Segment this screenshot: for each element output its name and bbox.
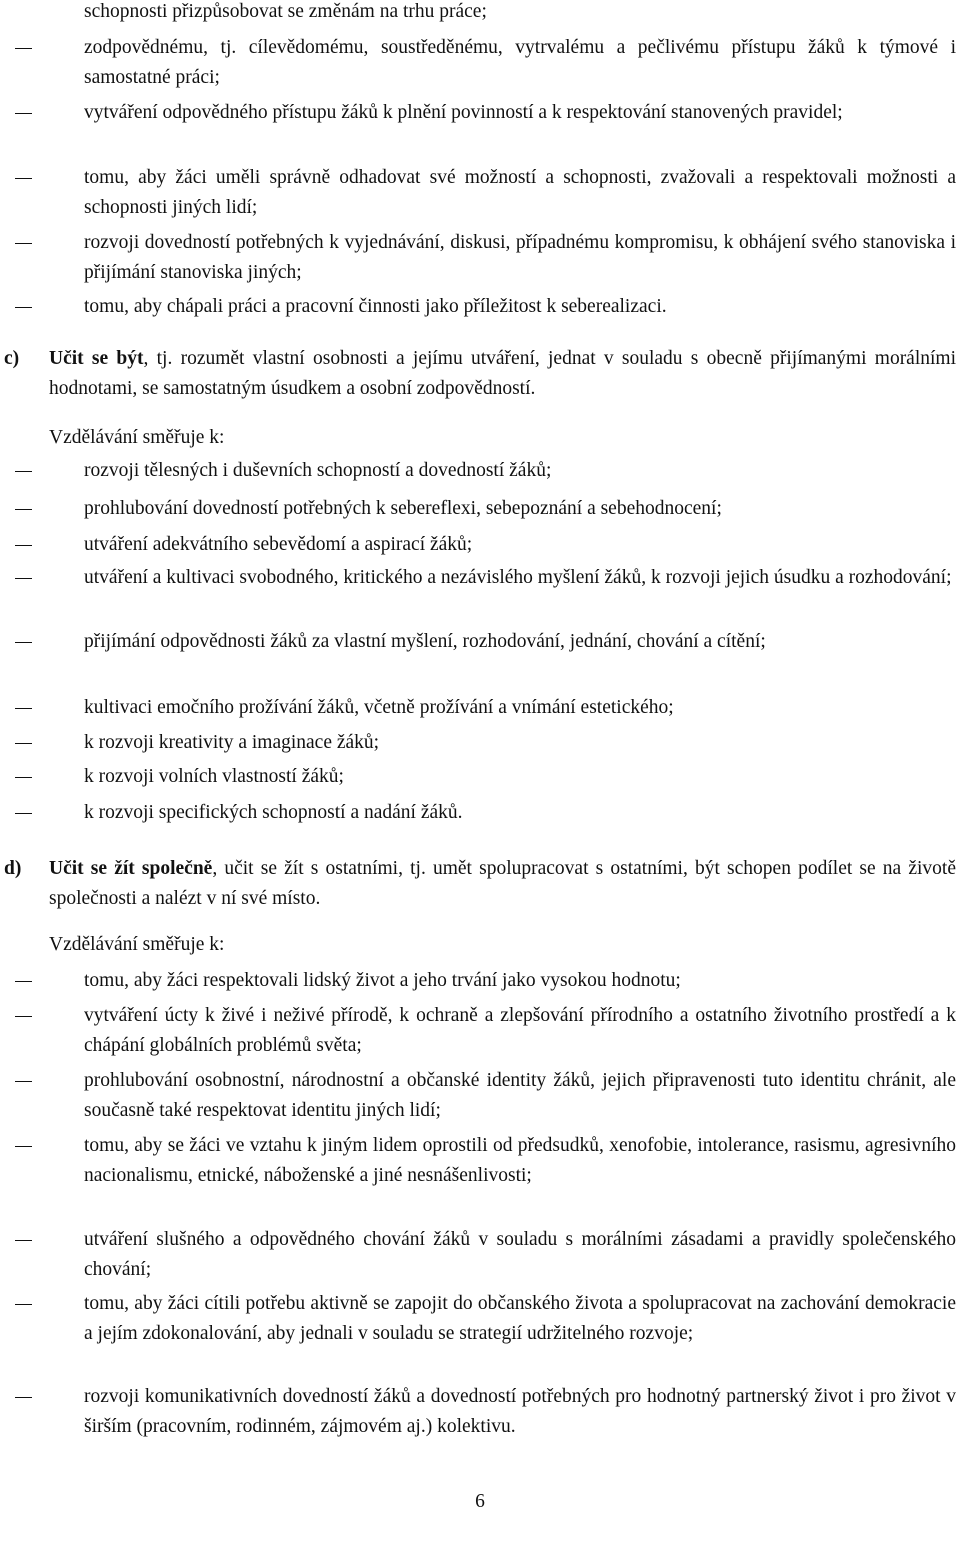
list-dash <box>15 113 32 114</box>
list-item: prohlubování dovedností potřebných k sebereflexi, sebepoznání a sebehodnocení; <box>84 498 722 519</box>
list-item: k rozvoji kreativity a imaginace žáků; <box>84 732 380 753</box>
section-title: Učit se žít společně <box>49 858 213 879</box>
list-item: vytváření odpovědného přístupu žáků k plnění povinností a k respektování stanovených pravidel; <box>84 102 843 123</box>
list-dash <box>15 578 32 579</box>
list-dash <box>15 708 32 709</box>
section-text: , tj. rozumět vlastní osobnosti a jejímu utváření, jednat v souladu s obecně přijímanými morálními hodnotami, se samostatným úsudkem a osobní zodpovědností. <box>49 348 957 399</box>
list-dash <box>15 509 32 510</box>
list-dash <box>15 1146 32 1147</box>
list-dash <box>15 642 32 643</box>
list-item: utváření a kultivaci svobodného, kritického a nezávislého myšlení žáků, k rozvoji jejich úsudku a rozhodování; <box>84 567 952 588</box>
list-item: prohlubování osobnostní, národnostní a občanské identity žáků, jejich připravenosti tuto identitu chránit, ale současně také respektovat identitu jiných lidí; <box>84 1070 956 1121</box>
continued-line: schopnosti přizpůsobovat se změnám na trhu práce; <box>84 1 487 22</box>
section-heading <box>49 344 956 404</box>
list-item: tomu, aby žáci uměli správně odhadovat své možností a schopnosti, zvažovali a respektovali možnosti a schopnosti jiných lidí; <box>84 167 956 218</box>
list-dash <box>15 743 32 744</box>
list-item: kultivaci emočního prožívání žáků, včetně prožívání a vnímání estetického; <box>84 697 674 718</box>
list-dash <box>15 1304 32 1305</box>
list-dash <box>15 1081 32 1082</box>
section-letter: d) <box>4 858 22 879</box>
list-dash <box>15 307 32 308</box>
list-item: utváření slušného a odpovědného chování žáků v souladu s morálními zásadami a pravidly společenského chování; <box>84 1229 956 1280</box>
list-dash <box>15 813 32 814</box>
section-intro: Vzdělávání směřuje k: <box>49 934 225 955</box>
list-item: k rozvoji specifických schopností a nadání žáků. <box>84 802 463 823</box>
list-item: tomu, aby žáci cítili potřebu aktivně se zapojit do občanského života a spolupracovat na zachování demokracie a jejím zdokonalování, aby jednali v souladu se strategií udržitelného rozvoje; <box>84 1293 956 1344</box>
list-dash <box>15 48 32 49</box>
section-text: , učit se žít s ostatními, tj. umět spolupracovat s ostatními, být schopen podílet se na životě společnosti a nalézt v ní své místo. <box>49 858 957 909</box>
section-letter: c) <box>4 348 20 369</box>
list-item: přijímání odpovědnosti žáků za vlastní myšlení, rozhodování, jednání, chování a cítění; <box>84 631 766 652</box>
list-item: rozvoji komunikativních dovedností žáků a dovedností potřebných pro hodnotný partnerský život i pro život v širším (pracovním, rodinném, zájmovém aj.) kolektivu. <box>84 1386 956 1437</box>
list-dash <box>15 1016 32 1017</box>
list-item: tomu, aby se žáci ve vztahu k jiným lidem oprostili od předsudků, xenofobie, intolerance, rasismu, agresivního nacionalismu, etnické, náboženské a jiné nesnášenlivosti; <box>84 1135 956 1186</box>
list-dash <box>15 471 32 472</box>
list-item: tomu, aby žáci respektovali lidský život a jeho trvání jako vysokou hodnotu; <box>84 970 681 991</box>
list-item: zodpovědnému, tj. cílevědomému, soustředěnému, vytrvalému a pečlivému přístupu žáků k týmové i samostatné práci; <box>84 37 956 88</box>
list-item: rozvoji dovedností potřebných k vyjednávání, diskusi, případnému kompromisu, k obhájení svého stanoviska i přijímání stanoviska jiných; <box>84 232 956 283</box>
list-dash <box>15 545 32 546</box>
list-item: utváření adekvátního sebevědomí a aspirací žáků; <box>84 534 473 555</box>
section-heading <box>49 854 956 914</box>
list-dash <box>15 981 32 982</box>
list-dash <box>15 777 32 778</box>
section-title: Učit se být <box>49 348 144 369</box>
list-dash <box>15 243 32 244</box>
list-item: tomu, aby chápali práci a pracovní činnosti jako příležitost k seberealizaci. <box>84 296 667 317</box>
list-dash <box>15 178 32 179</box>
list-item: rozvoji tělesných i duševních schopností a dovedností žáků; <box>84 460 552 481</box>
list-item: k rozvoji volních vlastností žáků; <box>84 766 344 787</box>
list-dash <box>15 1397 32 1398</box>
list-dash <box>15 1240 32 1241</box>
section-intro: Vzdělávání směřuje k: <box>49 427 225 448</box>
list-item: vytváření úcty k živé i neživé přírodě, k ochraně a zlepšování přírodního a ostatního životního prostředí a k chápání globálních problémů světa; <box>84 1005 956 1056</box>
page-number: 6 <box>475 1491 485 1512</box>
